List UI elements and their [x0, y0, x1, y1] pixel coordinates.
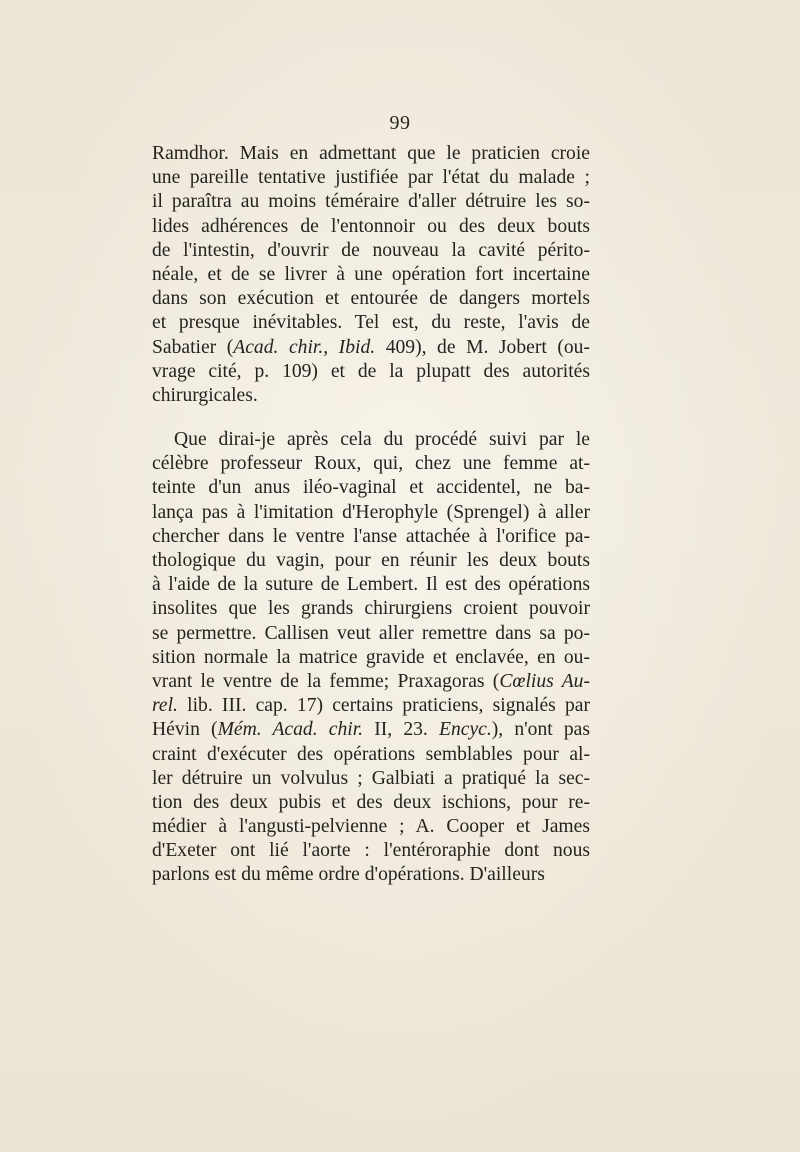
text-line — [152, 815, 590, 839]
text-line — [152, 670, 590, 694]
paragraph — [152, 142, 590, 408]
text-line — [152, 743, 590, 767]
text-segment: médier à l'angusti-pelvienne ; A. Cooper et James — [152, 816, 590, 838]
text-segment: d'Exeter ont lié l'aorte : l'entéroraphie dont nous — [152, 840, 590, 862]
text-segment: lides adhérences de l'entonnoir ou des deux bouts — [152, 215, 590, 237]
text-segment: se permettre. Callisen veut aller remettre dans sa po- — [152, 622, 590, 644]
text-segment: de l'intestin, d'ouvrir de nouveau la cavité périto- — [152, 239, 590, 261]
italic-citation: Mém. Acad. chir. — [217, 719, 364, 741]
text-line — [152, 360, 590, 384]
text-line — [152, 190, 590, 214]
italic-citation: Acad. chir., Ibid. — [233, 336, 376, 358]
page-number: 99 — [389, 112, 411, 134]
paragraph — [152, 428, 590, 888]
text-line — [152, 646, 590, 670]
text-segment: Ramdhor. Mais en admettant que le praticien croie — [152, 143, 590, 164]
text-segment: dans son exécution et entourée de dangers mortels — [152, 288, 590, 310]
text-line — [152, 336, 590, 360]
text-segment: chirurgicales. — [152, 384, 258, 406]
italic-citation: Encyc. — [438, 719, 492, 741]
text-line — [152, 452, 590, 476]
text-line — [152, 263, 590, 287]
text-line — [152, 311, 590, 335]
text-segment: vrage cité, p. 109) et de la plupatt des autorités — [152, 360, 590, 382]
text-line — [152, 839, 590, 863]
text-segment: Sabatier ( — [152, 336, 234, 358]
text-line — [152, 287, 590, 311]
text-segment: une pareille tentative justifiée par l'état du malade ; — [152, 167, 590, 189]
text-line — [152, 694, 590, 718]
text-line — [152, 597, 590, 621]
text-line — [152, 476, 590, 500]
text-line — [152, 767, 590, 791]
text-segment: insolites que les grands chirurgiens croient pouvoir — [152, 598, 590, 620]
text-line — [152, 525, 590, 549]
text-line — [152, 573, 590, 597]
text-segment: néale, et de se livrer à une opération fort incertaine — [152, 263, 590, 285]
text-segment: chercher dans le ventre l'anse attachée à l'orifice pa- — [152, 525, 590, 547]
text-line — [152, 428, 590, 452]
text-line — [152, 718, 590, 742]
text-segment: tion des deux pubis et des deux ischions, pour re- — [152, 791, 590, 813]
text-segment: parlons est du même ordre d'opérations. D'ailleurs — [152, 864, 545, 886]
italic-citation: Cœlius Au- — [499, 670, 590, 692]
text-segment: lib. III. cap. 17) certains praticiens, signalés par — [177, 695, 590, 717]
text-segment: vrant le ventre de la femme; Praxagoras ( — [152, 670, 500, 692]
text-segment: lança pas à l'imitation d'Herophyle (Sprengel) à aller — [152, 501, 590, 523]
text-segment: sition normale la matrice gravide et enclavée, en ou- — [152, 646, 590, 668]
text-segment: et presque inévitables. Tel est, du reste, l'avis de — [152, 312, 590, 334]
text-line — [152, 215, 590, 239]
text-segment: II, 23. — [363, 719, 439, 741]
text-line — [152, 549, 590, 573]
text-segment: ler détruire un volvulus ; Galbiati a pratiqué la sec- — [152, 767, 590, 789]
text-line — [152, 166, 590, 190]
text-line — [152, 863, 590, 887]
text-segment: teinte d'un anus iléo-vaginal et accidentel, ne ba- — [152, 477, 590, 499]
text-line — [152, 501, 590, 525]
text-line — [152, 142, 590, 166]
paragraph-gap — [152, 408, 590, 428]
text-segment: thologique du vagin, pour en réunir les deux bouts — [152, 550, 590, 571]
italic-citation: rel. — [152, 695, 178, 717]
text-segment: Hévin ( — [152, 719, 218, 741]
text-line — [152, 239, 590, 263]
text-line — [152, 384, 590, 408]
text-segment: ), n'ont pas — [491, 719, 590, 741]
text-segment: 409), de M. Jobert (ou- — [375, 336, 590, 358]
text-segment: il paraîtra au moins téméraire d'aller détruire les so- — [152, 191, 590, 213]
text-segment: à l'aide de la suture de Lembert. Il est des opérations — [152, 574, 590, 596]
text-segment: Que dirai-je après cela du procédé suivi par le — [174, 429, 590, 451]
text-segment: craint d'exécuter des opérations semblables pour al- — [152, 743, 590, 765]
body-text — [152, 142, 590, 888]
text-line — [152, 791, 590, 815]
text-line — [152, 622, 590, 646]
text-segment: célèbre professeur Roux, qui, chez une femme at- — [152, 453, 590, 475]
